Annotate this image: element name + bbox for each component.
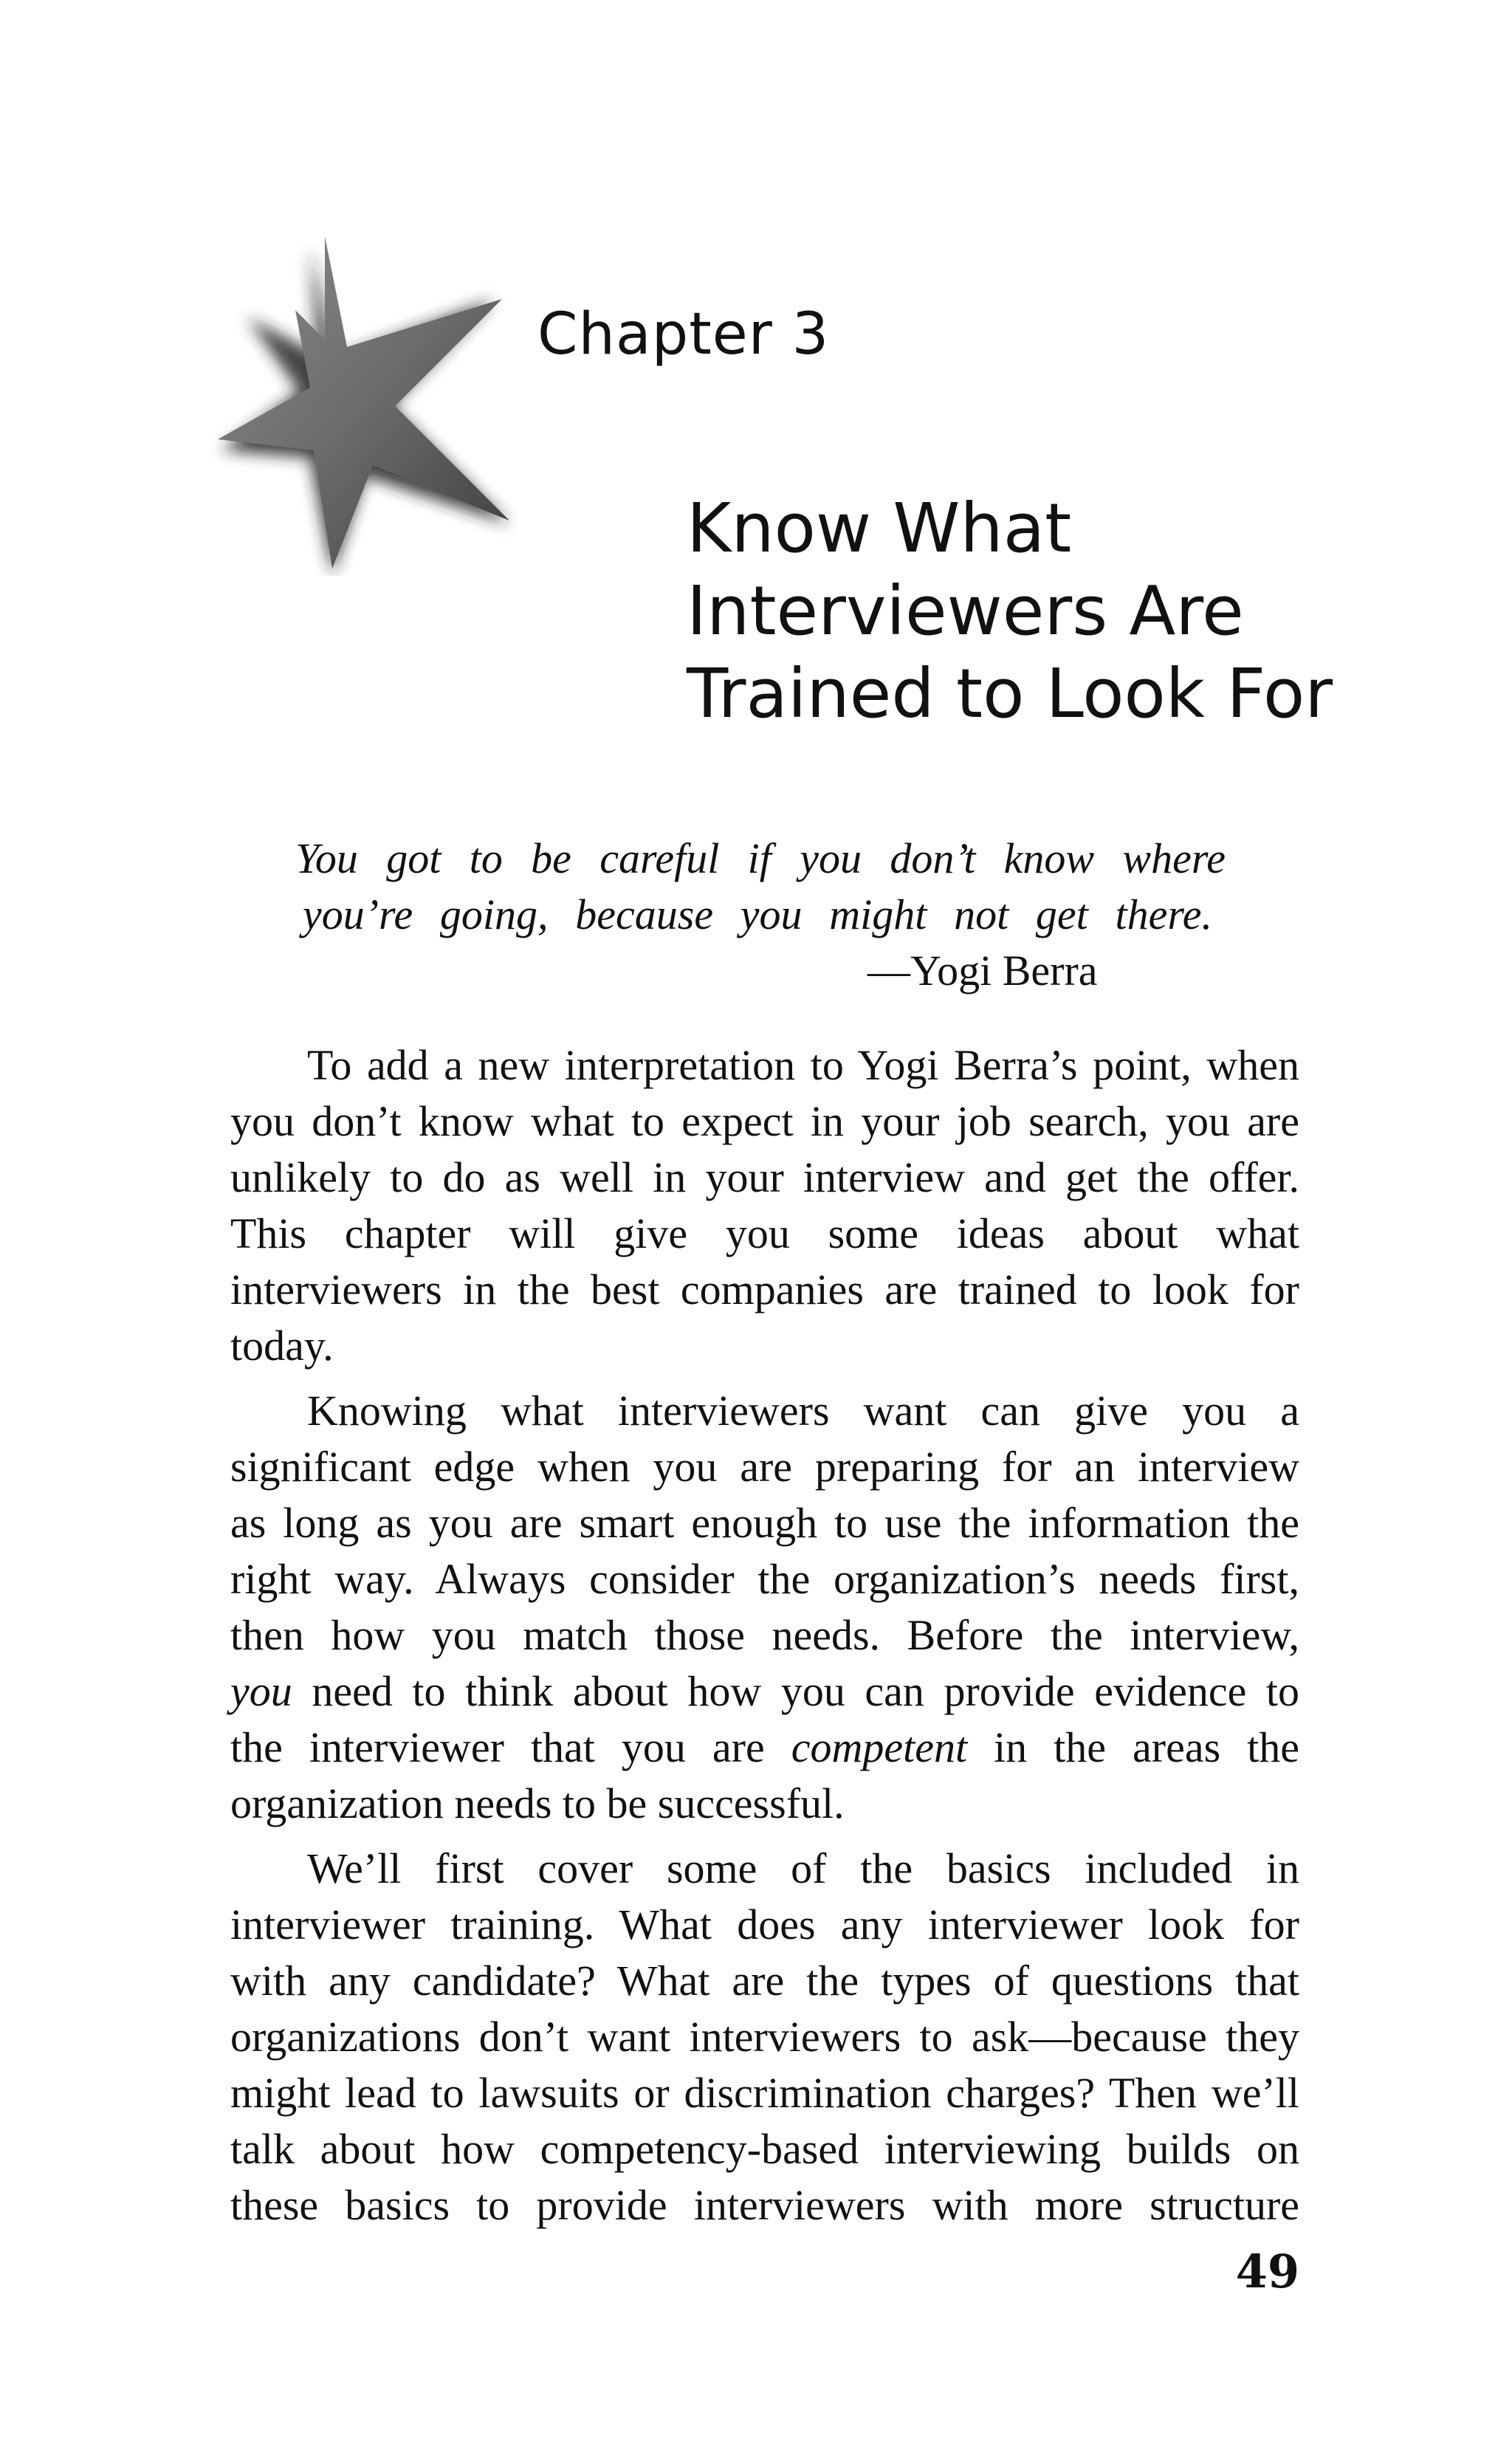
text-line: To add a new interpretation to Yogi Berra’s point, when [307, 1041, 1299, 1089]
text-line: today. [230, 1322, 334, 1370]
text-line-start: the interviewer that you are [230, 1723, 765, 1771]
text-line: Knowing what interviewers want can give you a [307, 1387, 1299, 1435]
text-line: talk about how competency-based interviewing builds on [230, 2125, 1299, 2173]
text-line: significant edge when you are preparing for an interview [230, 1443, 1299, 1491]
text-line: We’ll first cover some of the basics included in [307, 1844, 1299, 1892]
text-line: might lead to lawsuits or discrimination charges? Then we’ll [230, 2069, 1299, 2117]
text-line: you don’t know what to expect in your job search, you are [230, 1097, 1299, 1145]
emphasis-you: you [230, 1667, 292, 1715]
text-line: organizations don’t want interviewers to ask—because they [230, 2013, 1299, 2061]
text-line-rest: need to think about how you can provide evidence to [312, 1667, 1300, 1715]
paragraph [230, 1037, 1299, 1374]
body-text [230, 1037, 1299, 2242]
chapter-title-line: Interviewers Are [687, 571, 1244, 650]
text-line: then how you match those needs. Before the interview, [230, 1611, 1299, 1659]
text-line: right way. Always consider the organization’s needs first, [230, 1555, 1299, 1603]
emphasis-competent: competent [791, 1723, 968, 1771]
chapter-label: Chapter 3 [537, 301, 830, 368]
text-line-end: in the areas the [994, 1723, 1300, 1771]
epigraph-quote-line: You got to be careful if you don’t know where [295, 834, 1226, 882]
chapter-title-line: Know What [687, 489, 1072, 568]
text-line: organization needs to be successful. [230, 1779, 845, 1827]
chapter-title [687, 487, 1425, 735]
text-line: unlikely to do as well in your interview and get the offer. [230, 1153, 1299, 1201]
chapter-title-line: Trained to Look For [687, 654, 1333, 733]
text-line: interviewers in the best companies are trained to look for [230, 1266, 1299, 1314]
text-line: with any candidate? What are the types of questions that [230, 1957, 1299, 2005]
epigraph-quote-line: you’re going, because you might not get there. [303, 890, 1212, 938]
paragraph [230, 1841, 1299, 2233]
text-line: as long as you are smart enough to use the information the [230, 1499, 1299, 1547]
paragraph [230, 1383, 1299, 1832]
chapter-star-icon [207, 229, 532, 576]
text-line [230, 1663, 1299, 1720]
text-line: This chapter will give you some ideas about what [230, 1209, 1299, 1257]
epigraph [295, 831, 1226, 999]
epigraph-attribution: —Yogi Berra [867, 947, 1098, 995]
page-number: 49 [1235, 2245, 1299, 2298]
text-line: these basics to provide interviewers with more structure [230, 2181, 1299, 2229]
text-line [230, 1720, 1299, 1776]
text-line: interviewer training. What does any interviewer look for [230, 1900, 1299, 1948]
